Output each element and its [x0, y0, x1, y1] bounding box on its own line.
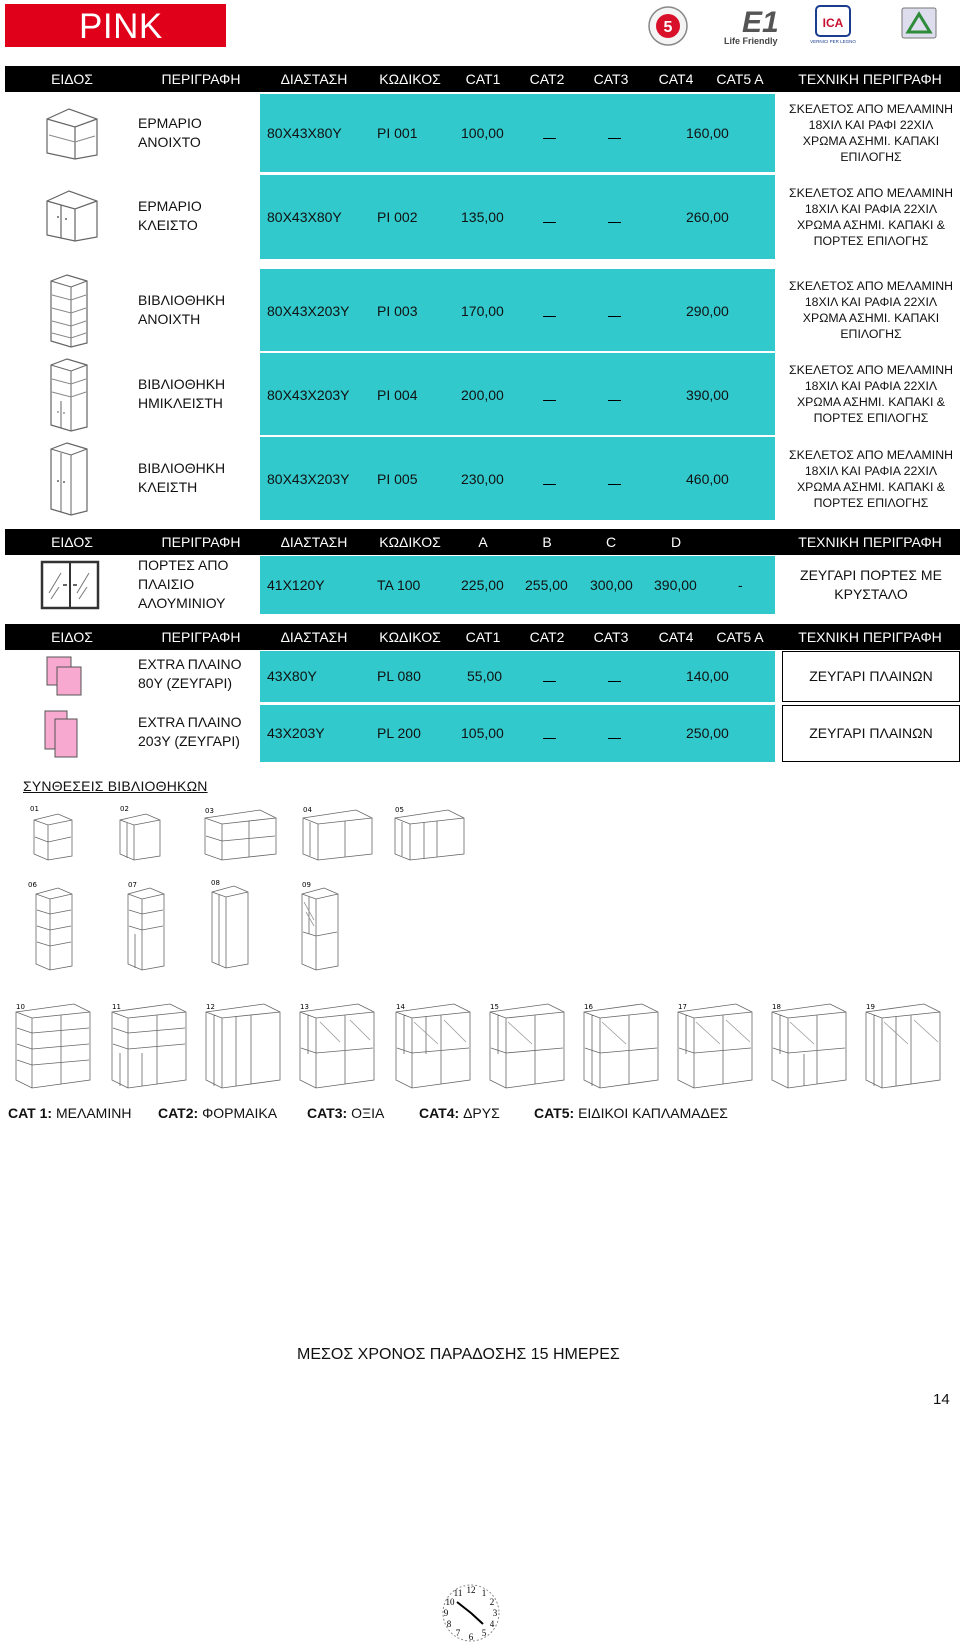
svg-text:03: 03	[205, 807, 214, 815]
description: ΕΡΜΑΡΙΟ	[138, 198, 202, 214]
svg-text:18: 18	[772, 1003, 781, 1011]
svg-text:14: 14	[396, 1003, 405, 1011]
code: PL 200	[377, 725, 421, 741]
dimension: 41Χ120Υ	[267, 577, 325, 593]
product-row: ΕΡΜΑΡΙΟ ΑΝΟΙΧΤΟ 80Χ43Χ80Υ PI 001 100,00 160,00 ΣΚΕΛΕΤΟΣ ΑΠΟ ΜΕΛΑΜΙΝΗ 18ΧΙΛ ΚΑΙ ΡΑΦΙ 22ΧΙΛ ΧΡΩΜΑ ΑΣΗΜΙ. ΚΑΠΑΚΙ ΕΠΙΛΟΓΗΣ	[5, 94, 960, 172]
svg-text:6: 6	[468, 1632, 474, 1642]
code: PL 080	[377, 668, 421, 684]
svg-text:12: 12	[466, 1585, 476, 1595]
dimension: 80Χ43Χ203Υ	[267, 303, 350, 319]
product-row: ΕΡΜΑΡΙΟ ΚΛΕΙΣΤΟ 80Χ43Χ80Υ PI 002 135,00 260,00 ΣΚΕΛΕΤΟΣ ΑΠΟ ΜΕΛΑΜΙΝΗ 18ΧΙΛ ΚΑΙ ΡΑΦΙΑ 22ΧΙΛ ΧΡΩΜΑ ΑΣΗΜΙ. ΚΑΠΑΚΙ & ΠΟΡΤΕΣ ΕΠΙΛΟΓΗΣ	[5, 175, 960, 259]
price-c: 300,00	[590, 577, 633, 593]
description: ΠΟΡΤΕΣ ΑΠΟ	[138, 557, 229, 573]
composition-07	[128, 888, 164, 970]
composition-09	[302, 888, 338, 970]
panel-row: EXTRA ΠΛΑΙΝΟ 203Υ (ΖΕΥΓΑΡΙ) 43Χ203Υ PL 200 105,00 250,00 ΖΕΥΓΑΡΙ ΠΛΑΙΝΩΝ	[5, 705, 960, 762]
svg-text:4: 4	[489, 1619, 495, 1629]
svg-text:8: 8	[446, 1619, 452, 1629]
svg-text:3: 3	[492, 1608, 498, 1618]
composition-12	[206, 1004, 280, 1088]
price-cat1: 135,00	[461, 209, 504, 225]
svg-text:15: 15	[490, 1003, 499, 1011]
dimension: 80Χ43Χ203Υ	[267, 387, 350, 403]
price-d: 390,00	[654, 577, 697, 593]
dimension: 43Χ80Υ	[267, 668, 317, 684]
open-cabinet-icon	[41, 105, 101, 161]
code: PI 005	[377, 471, 418, 487]
technical-description: ΣΚΕΛΕΤΟΣ ΑΠΟ ΜΕΛΑΜΙΝΗ 18ΧΙΛ ΚΑΙ ΡΑΦΙΑ 22ΧΙΛ ΧΡΩΜΑ ΑΣΗΜΙ. ΚΑΠΑΚΙ & ΠΟΡΤΕΣ ΕΠΙΛΟΓΗΣ	[789, 363, 953, 425]
composition-01	[34, 814, 72, 860]
price-cat1: 170,00	[461, 303, 504, 319]
technical-description: ΖΕΥΓΑΡΙ ΠΟΡΤΕΣ ΜΕ ΚΡΥΣΤΑΛΟ	[800, 567, 942, 602]
panels-table-header: ΕΙΔΟΣ ΠΕΡΙΓΡΑΦΗ ΔΙΑΣΤΑΣΗ ΚΩΔΙΚΟΣ CAT1 CAT2 CAT3 CAT4 CAT5 A ΤΕΧΝΙΚΗ ΠΕΡΙΓΡΑΦΗ	[5, 624, 960, 650]
seal-5-logo	[649, 7, 687, 45]
doors-row: ΠΟΡΤΕΣ ΑΠΟ ΠΛΑΙΣΙΟ ΑΛΟΥΜΙΝΙΟΥ 41Χ120Υ TA 100 225,00 255,00 300,00 390,00 - ΖΕΥΓΑΡΙ ΠΟΡΤΕΣ ΜΕ ΚΡΥΣΤΑΛΟ	[5, 556, 960, 614]
bookcase-compositions	[0, 798, 960, 1088]
tall-side-panel-pair-icon	[43, 709, 83, 759]
composition-16	[584, 1004, 658, 1088]
code: PI 001	[377, 125, 418, 141]
composition-17	[678, 1004, 752, 1088]
code: PI 004	[377, 387, 418, 403]
closed-bookcase-icon	[45, 441, 91, 517]
e1-life-friendly-logo	[724, 6, 779, 46]
svg-text:12: 12	[206, 1003, 215, 1011]
svg-text:13: 13	[300, 1003, 309, 1011]
code: PI 002	[377, 209, 418, 225]
svg-text:10: 10	[16, 1003, 25, 1011]
svg-text:17: 17	[678, 1003, 687, 1011]
compositions-title: ΣΥΝΘΕΣΕΙΣ ΒΙΒΛΙΟΘΗΚΩΝ	[23, 778, 208, 794]
dimension: 80Χ43Χ80Υ	[267, 209, 342, 225]
open-bookcase-icon	[45, 273, 91, 349]
composition-08	[212, 886, 248, 968]
price-cat1: 105,00	[461, 725, 504, 741]
composition-04	[303, 810, 372, 860]
composition-02	[120, 814, 160, 860]
svg-text:09: 09	[302, 881, 311, 889]
price-cat1: 100,00	[461, 125, 504, 141]
dimension: 43Χ203Υ	[267, 725, 325, 741]
clock-icon	[437, 1582, 505, 1644]
svg-text:2: 2	[489, 1597, 495, 1607]
legend-cat4: CAT4: ΔΡΥΣ	[419, 1105, 500, 1121]
doors-table-header: ΕΙΔΟΣ ΠΕΡΙΓΡΑΦΗ ΔΙΑΣΤΑΣΗ ΚΩΔΙΚΟΣ A B C D ΤΕΧΝΙΚΗ ΠΕΡΙΓΡΑΦΗ	[5, 529, 960, 555]
composition-05	[395, 810, 464, 860]
svg-text:1: 1	[481, 1588, 487, 1598]
side-panel-pair-icon	[45, 655, 85, 699]
price-cat4-5: 460,00	[686, 471, 729, 487]
svg-text:16: 16	[584, 1003, 593, 1011]
description: ΒΙΒΛΙΟΘΗΚΗ	[138, 292, 226, 308]
legend-cat1: CAT 1: ΜΕΛΑΜΙΝΗ	[8, 1105, 132, 1121]
half-closed-bookcase-icon	[45, 357, 91, 433]
composition-10	[16, 1004, 90, 1088]
dimension: 80Χ43Χ80Υ	[267, 125, 342, 141]
panel-row: EXTRA ΠΛΑΙΝΟ 80Υ (ΖΕΥΓΑΡΙ) 43Χ80Υ PL 080 55,00 140,00 ΖΕΥΓΑΡΙ ΠΛΑΙΝΩΝ	[5, 651, 960, 702]
technical-description: ΖΕΥΓΑΡΙ ΠΛΑΙΝΩΝ	[809, 725, 933, 741]
composition-19	[866, 1004, 940, 1088]
description: ΒΙΒΛΙΟΘΗΚΗ	[138, 376, 226, 392]
description: ΒΙΒΛΙΟΘΗΚΗ	[138, 460, 226, 476]
main-table-header: ΕΙΔΟΣ ΠΕΡΙΓΡΑΦΗ ΔΙΑΣΤΑΣΗ ΚΩΔΙΚΟΣ CAT1 CAT2 CAT3 CAT4 CAT5 A ΤΕΧΝΙΚΗ ΠΕΡΙΓΡΑΦΗ	[5, 66, 960, 92]
price-cat4-5: 260,00	[686, 209, 729, 225]
price-e: -	[738, 577, 743, 593]
price-cat4-5: 290,00	[686, 303, 729, 319]
svg-text:05: 05	[395, 806, 404, 814]
svg-text:Life Friendly: Life Friendly	[724, 36, 778, 46]
price-cat4-5: 160,00	[686, 125, 729, 141]
technical-description: ΣΚΕΛΕΤΟΣ ΑΠΟ ΜΕΛΑΜΙΝΗ 18ΧΙΛ ΚΑΙ ΡΑΦΙΑ 22ΧΙΛ ΧΡΩΜΑ ΑΣΗΜΙ. ΚΑΠΑΚΙ ΕΠΙΛΟΓΗΣ	[789, 279, 953, 341]
product-row: ΒΙΒΛΙΟΘΗΚΗ ΑΝΟΙΧΤΗ 80Χ43Χ203Υ PI 003 170,00 290,00 ΣΚΕΛΕΤΟΣ ΑΠΟ ΜΕΛΑΜΙΝΗ 18ΧΙΛ ΚΑΙ ΡΑΦΙΑ 22ΧΙΛ ΧΡΩΜΑ ΑΣΗΜΙ. ΚΑΠΑΚΙ ΕΠΙΛΟΓΗΣ	[5, 269, 960, 351]
svg-text:06: 06	[28, 881, 37, 889]
code: TA 100	[377, 577, 421, 593]
price-cat1: 55,00	[467, 668, 503, 684]
composition-11	[112, 1004, 186, 1088]
delivery-time: ΜΕΣΟΣ ΧΡΟΝΟΣ ΠΑΡΑΔΟΣΗΣ 15 ΗΜΕΡΕΣ	[297, 1346, 620, 1363]
brand-banner	[5, 4, 226, 47]
technical-description: ΖΕΥΓΑΡΙ ΠΛΑΙΝΩΝ	[809, 668, 933, 684]
svg-text:01: 01	[30, 805, 39, 813]
price-cat1: 230,00	[461, 471, 504, 487]
svg-text:E1: E1	[742, 6, 779, 39]
composition-15	[490, 1004, 564, 1088]
svg-text:04: 04	[303, 806, 312, 814]
svg-text:ICA: ICA	[822, 16, 844, 30]
page-number: 14	[933, 1391, 950, 1408]
price-b: 255,00	[525, 577, 568, 593]
description: ΕΡΜΑΡΙΟ	[138, 115, 202, 131]
dimension: 80Χ43Χ203Υ	[267, 471, 350, 487]
svg-text:11: 11	[453, 1588, 463, 1598]
legend-cat2: CAT2: ΦΟΡΜΑΙΚΑ	[158, 1105, 278, 1121]
glass-doors-icon	[39, 559, 101, 611]
svg-text:VERNICI PER LEGNO: VERNICI PER LEGNO	[810, 39, 856, 44]
price-cat4-5: 140,00	[686, 668, 729, 684]
svg-text:07: 07	[128, 881, 137, 889]
legend-cat5: CAT5: ΕΙΔΙΚΟΙ ΚΑΠΛΑΜΑΔΕΣ	[534, 1105, 728, 1121]
composition-13	[300, 1004, 374, 1088]
ica-logo	[810, 6, 856, 44]
svg-text:08: 08	[211, 879, 220, 887]
svg-text:02: 02	[120, 805, 129, 813]
price-cat4-5: 390,00	[686, 387, 729, 403]
closed-cabinet-icon	[41, 187, 101, 243]
price-a: 225,00	[461, 577, 504, 593]
technical-description: ΣΚΕΛΕΤΟΣ ΑΠΟ ΜΕΛΑΜΙΝΗ 18ΧΙΛ ΚΑΙ ΡΑΦΙΑ 22ΧΙΛ ΧΡΩΜΑ ΑΣΗΜΙ. ΚΑΠΑΚΙ & ΠΟΡΤΕΣ ΕΠΙΛΟΓΗΣ	[789, 186, 953, 248]
technical-description: ΣΚΕΛΕΤΟΣ ΑΠΟ ΜΕΛΑΜΙΝΗ 18ΧΙΛ ΚΑΙ ΡΑΦΙ 22ΧΙΛ ΧΡΩΜΑ ΑΣΗΜΙ. ΚΑΠΑΚΙ ΕΠΙΛΟΓΗΣ	[789, 102, 953, 164]
price-cat1: 200,00	[461, 387, 504, 403]
description: EXTRA ΠΛΑΙΝΟ	[138, 714, 242, 730]
recycle-icon	[902, 8, 936, 38]
legend-cat3: CAT3: ΟΞΙΑ	[307, 1105, 385, 1121]
price-cat4-5: 250,00	[686, 725, 729, 741]
description: EXTRA ΠΛΑΙΝΟ	[138, 656, 242, 672]
code: PI 003	[377, 303, 418, 319]
brand-title: PINK	[79, 7, 163, 46]
composition-03	[205, 810, 276, 860]
composition-06	[36, 888, 72, 970]
product-row: ΒΙΒΛΙΟΘΗΚΗ ΚΛΕΙΣΤΗ 80Χ43Χ203Υ PI 005 230,00 460,00 ΣΚΕΛΕΤΟΣ ΑΠΟ ΜΕΛΑΜΙΝΗ 18ΧΙΛ ΚΑΙ ΡΑΦΙΑ 22ΧΙΛ ΧΡΩΜΑ ΑΣΗΜΙ. ΚΑΠΑΚΙ & ΠΟΡΤΕΣ ΕΠΙΛΟΓΗΣ	[5, 437, 960, 520]
product-row: ΒΙΒΛΙΟΘΗΚΗ ΗΜΙΚΛΕΙΣΤΗ 80Χ43Χ203Υ PI 004 200,00 390,00 ΣΚΕΛΕΤΟΣ ΑΠΟ ΜΕΛΑΜΙΝΗ 18ΧΙΛ ΚΑΙ ΡΑΦΙΑ 22ΧΙΛ ΧΡΩΜΑ ΑΣΗΜΙ. ΚΑΠΑΚΙ & ΠΟΡΤΕΣ ΕΠΙΛΟΓΗΣ	[5, 353, 960, 435]
svg-text:11: 11	[112, 1003, 121, 1011]
svg-text:5: 5	[663, 19, 673, 36]
svg-text:7: 7	[455, 1628, 461, 1638]
composition-18	[772, 1004, 846, 1088]
svg-text:5: 5	[481, 1628, 487, 1638]
composition-14	[396, 1004, 470, 1088]
technical-description: ΣΚΕΛΕΤΟΣ ΑΠΟ ΜΕΛΑΜΙΝΗ 18ΧΙΛ ΚΑΙ ΡΑΦΙΑ 22ΧΙΛ ΧΡΩΜΑ ΑΣΗΜΙ. ΚΑΠΑΚΙ & ΠΟΡΤΕΣ ΕΠΙΛΟΓΗΣ	[789, 448, 953, 510]
svg-text:19: 19	[866, 1003, 875, 1011]
certification-logos	[646, 2, 946, 48]
svg-text:9: 9	[443, 1608, 449, 1618]
svg-text:10: 10	[445, 1597, 455, 1607]
